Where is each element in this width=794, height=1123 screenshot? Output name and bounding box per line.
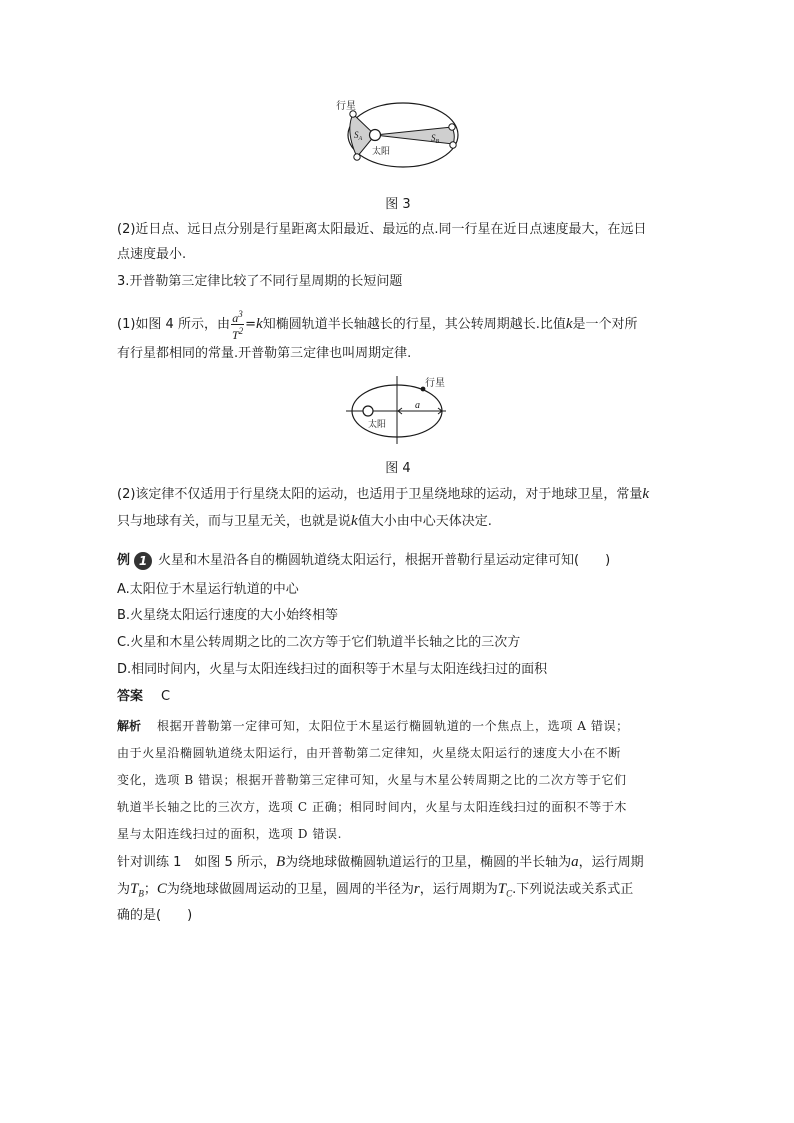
planet-dot [450, 142, 456, 148]
figure-3-caption: 图 3 [385, 197, 411, 212]
equals-sign: = [245, 317, 257, 332]
para-1-line2: 有行星都相同的常量.开普勒第三定律也叫周期定律. [117, 346, 412, 361]
training-line1: 针对训练 1 如图 5 所示，B为绕地球做椭圆轨道运行的卫星，椭圆的半长轴为a，运行周期 [117, 854, 644, 870]
answer-label: 答案 [117, 689, 144, 704]
solution-line: 变化，选项 B 错误；根据开普勒第三定律可知，火星与木星公转周期之比的二次方等于它们 [117, 773, 627, 787]
section-3-heading: 3.开普勒第三定律比较了不同行星周期的长短问题 [117, 274, 403, 289]
option-b: B.火星绕太阳运行速度的大小始终相等 [117, 608, 339, 623]
option-c: C.火星和木星公转周期之比的二次方等于它们轨道半长轴之比的三次方 [117, 635, 521, 650]
label-sa: S [354, 130, 359, 140]
answer-line [117, 687, 170, 707]
solution-line: 由于火星沿椭圆轨道绕太阳运行，由开普勒第二定律知，火星绕太阳运行的速度大小在不断 [117, 746, 622, 760]
example-question [117, 551, 610, 571]
para-1-end: 是一个对所 [572, 317, 638, 332]
example-label: 例 [117, 553, 131, 568]
para-1-prefix: (1)如图 4 所示，由 [117, 317, 230, 332]
para-2c-line1: (2)该定律不仅适用于行星绕太阳的运动，也适用于卫星绕地球的运动，对于地球卫星，常量k [117, 486, 650, 502]
para-1-mid: 知椭圆轨道半长轴越长的行星，其公转周期越长.比值 [262, 317, 566, 332]
sun-circle [370, 130, 381, 141]
figure-4-caption: 图 4 [385, 461, 411, 476]
label-planet: 行星 [425, 378, 445, 389]
para-1-line1 [117, 308, 638, 341]
constant-k: k [565, 316, 573, 332]
constant-k: k [351, 513, 358, 529]
training-line3: 确的是( ) [117, 908, 193, 923]
answer-value: C [161, 689, 171, 704]
label-sa-sub: A [358, 136, 363, 142]
para-2c-line2: 只与地球有关，而与卫星无关，也就是说k值大小由中心天体决定. [117, 513, 492, 529]
solution-line: 解析 根据开普勒第一定律可知，太阳位于木星运行椭圆轨道的一个焦点上，选项 A 错误； [117, 719, 629, 733]
solution-label: 解析 [117, 719, 142, 733]
option-a: A.太阳位于木星运行轨道的中心 [117, 582, 299, 597]
planet-dot [449, 124, 455, 130]
label-sun: 太阳 [368, 420, 387, 430]
figure-4-diagram [346, 372, 450, 444]
label-sb: S [431, 133, 436, 143]
para-2-line1: (2)近日点、远日点分别是行星距离太阳最近、最远的点.同一行星在近日点速度最大，在远日 [117, 222, 647, 237]
option-d: D.相同时间内，火星与太阳连线扫过的面积等于木星与太阳连线扫过的面积 [117, 662, 548, 677]
figure-3-diagram [330, 96, 466, 168]
sun-circle [363, 406, 373, 416]
label-planet: 行星 [336, 101, 356, 112]
planet-dot [354, 154, 360, 160]
question-text: 火星和木星沿各自的椭圆轨道绕太阳运行，根据开普勒行星运动定律可知( ) [158, 553, 611, 568]
constant-k: k [642, 486, 650, 502]
solution-line: 星与太阳连线扫过的面积，选项 D 错误. [117, 827, 343, 841]
kepler-fraction: $\frac{a^3}{T^2}$ [231, 309, 244, 342]
area-sb-sector [375, 127, 454, 144]
label-sun: 太阳 [372, 147, 391, 157]
constant-k: k [256, 316, 263, 332]
label-a: a [415, 400, 420, 411]
para-2-line2: 点速度最小. [117, 247, 187, 262]
training-line2: 为$T_B$；C为绕地球做圆周运动的卫星，圆周的半径为r，运行周期为$T_C$.下列说法或关系式正 [117, 881, 634, 899]
example-number-badge: 1 [134, 552, 152, 570]
solution-line: 轨道半长轴之比的三次方，选项 C 正确；相同时间内，火星与太阳连线扫过的面积不等于木 [117, 800, 628, 814]
label-sb-sub: B [435, 139, 440, 145]
